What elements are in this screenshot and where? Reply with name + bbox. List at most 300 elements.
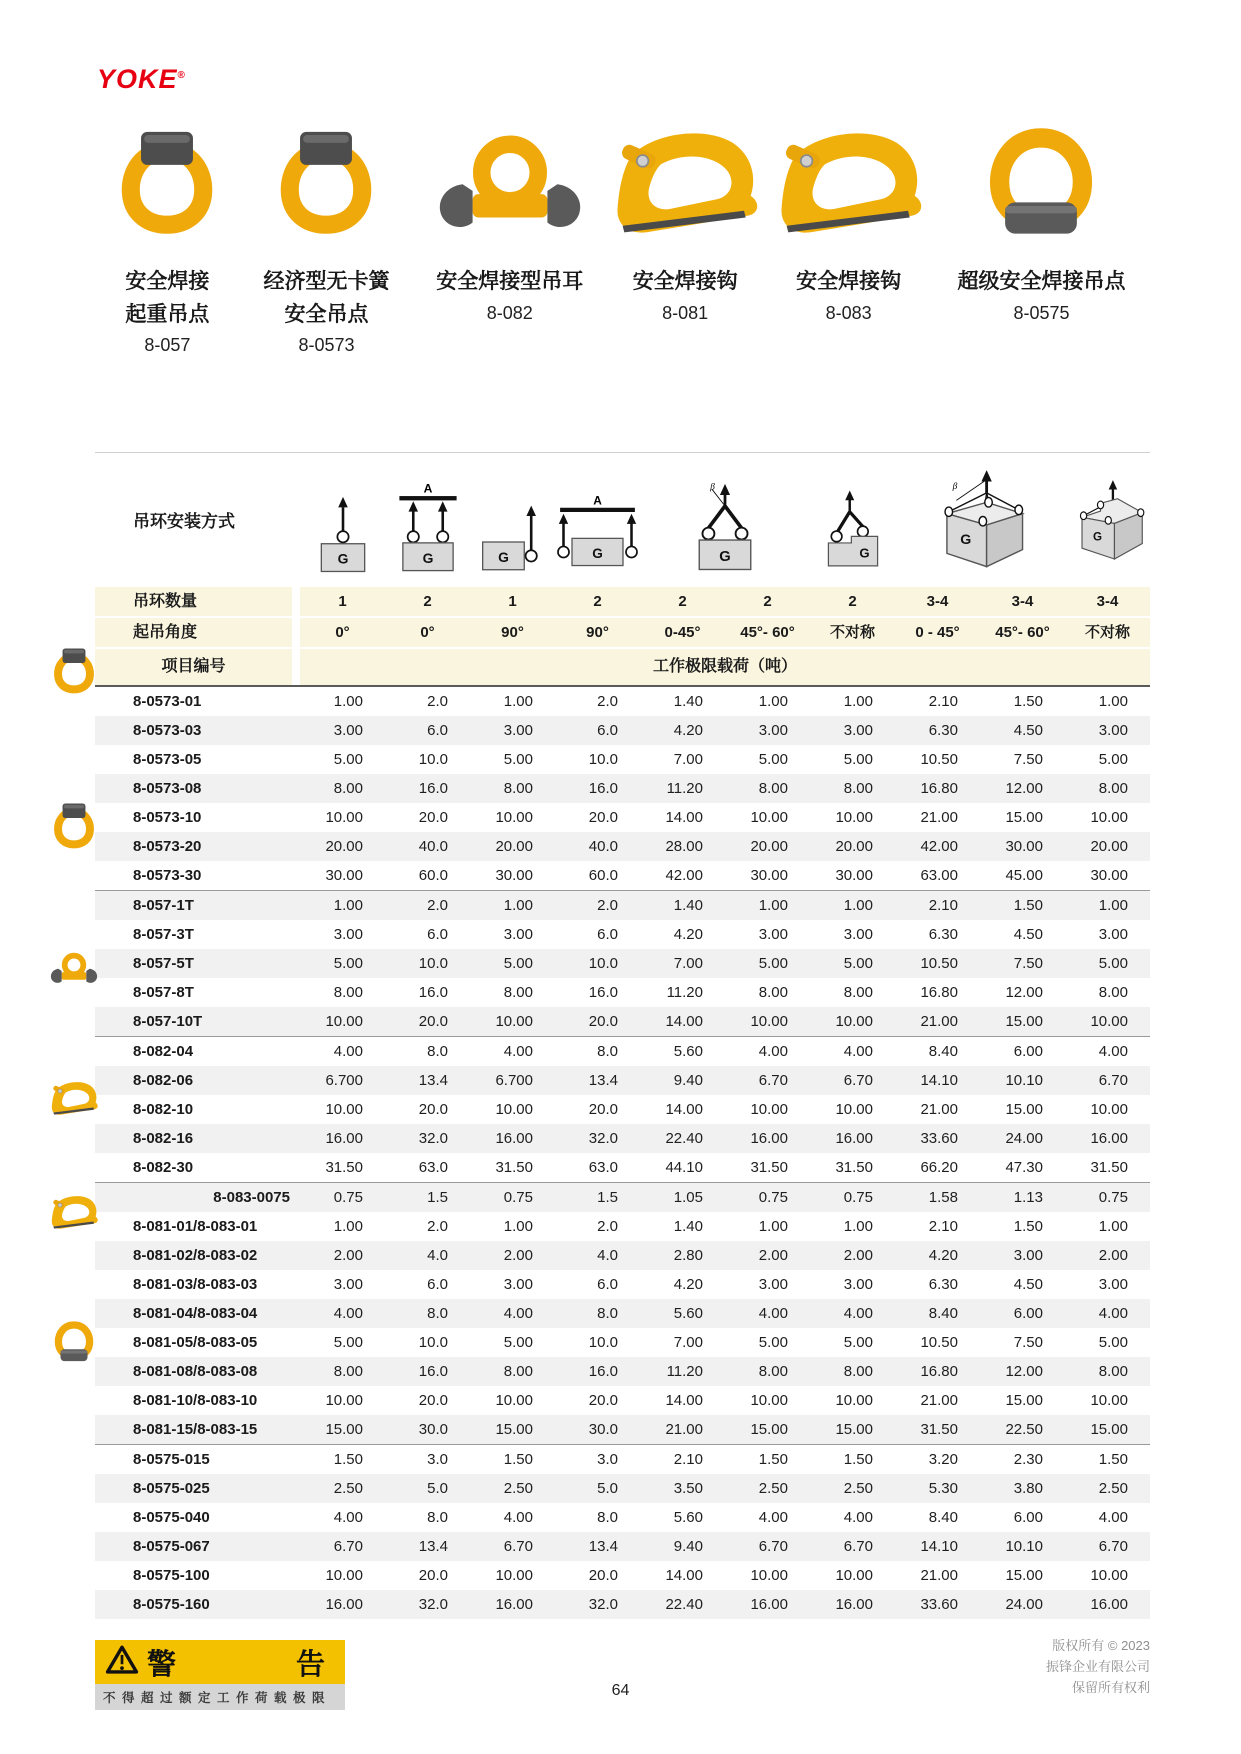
svg-text:β: β (710, 481, 715, 492)
wll-value: 10.10 (1005, 1538, 1043, 1555)
wll-value: 5.30 (928, 1480, 958, 1497)
wll-value: 7.00 (673, 955, 703, 972)
wll-value: 63.0 (588, 1159, 618, 1176)
table-row (95, 1299, 1150, 1328)
item-code: 8-0573-20 (133, 838, 202, 855)
item-code: 8-0575-025 (133, 1480, 210, 1497)
wll-value: 4.0 (597, 1247, 618, 1264)
wll-value: 1.00 (503, 693, 533, 710)
wll-value: 15.00 (1005, 809, 1043, 826)
wll-value: 16.00 (325, 1596, 363, 1613)
wll-value: 6.0 (597, 926, 618, 943)
wll-value: 28.00 (665, 838, 703, 855)
wll-value: 4.20 (673, 722, 703, 739)
wll-value: 5.00 (1098, 955, 1128, 972)
wll-value: 20.0 (418, 1013, 448, 1030)
table-row (95, 949, 1150, 978)
item-code: 8-082-16 (133, 1130, 194, 1147)
wll-value: 9.40 (673, 1072, 703, 1089)
wll-value: 21.00 (920, 1392, 958, 1409)
product-name-line: 安全焊接钩 (632, 270, 738, 293)
wll-value: 4.50 (1013, 722, 1043, 739)
ring-quantity-value: 1 (508, 593, 517, 610)
wll-value: 1.00 (758, 897, 788, 914)
wll-value: 10.00 (1090, 809, 1128, 826)
wll-value: 8.00 (503, 1363, 533, 1380)
wll-value: 10.00 (325, 1567, 363, 1584)
ring-quantity-value: 3-4 (926, 593, 949, 610)
product-code: 8-057 (144, 335, 191, 356)
lift-angle-value: 90° (501, 624, 524, 641)
wll-value: 6.30 (928, 926, 958, 943)
item-code: 8-0573-30 (133, 867, 202, 884)
wll-value: 3.00 (843, 722, 873, 739)
d-ring-thumbnail-image (48, 800, 100, 857)
svg-text:β: β (952, 482, 958, 493)
wll-value: 2.0 (427, 897, 448, 914)
wll-value: 21.00 (920, 1101, 958, 1118)
wll-value: 5.00 (503, 1334, 533, 1351)
table-row (95, 1007, 1150, 1037)
table-row (95, 1153, 1150, 1183)
wll-value: 30.00 (835, 867, 873, 884)
product-card (413, 104, 606, 356)
table-row (95, 1386, 1150, 1415)
ring-quantity-value: 1 (338, 593, 347, 610)
table-row (95, 978, 1150, 1007)
table-row (95, 1474, 1150, 1503)
registered-mark: ® (177, 70, 186, 81)
wll-value: 8.00 (843, 1363, 873, 1380)
lift-angle-value: 45°- 60° (740, 624, 795, 641)
copyright-line: 振锋企业有限公司 (1045, 1658, 1150, 1674)
wll-value: 3.00 (843, 926, 873, 943)
wll-value: 15.00 (1005, 1101, 1043, 1118)
product-code: 8-0573 (298, 335, 355, 356)
wll-value: 8.00 (843, 780, 873, 797)
wll-value: 1.00 (333, 693, 363, 710)
product-name-line: 经济型无卡簧 (263, 270, 390, 293)
copyright-line: 版权所有 © 2023 (1052, 1638, 1150, 1653)
wll-value: 6.0 (597, 722, 618, 739)
wll-value: 31.50 (920, 1421, 958, 1438)
wll-value: 1.40 (673, 1218, 703, 1235)
install-icon-multi-leg-box-sling (895, 453, 1065, 585)
wll-value: 1.50 (333, 1451, 363, 1468)
wll-value: 1.00 (333, 897, 363, 914)
wll-value: 30.0 (418, 1421, 448, 1438)
table-row (95, 1445, 1150, 1474)
wll-value: 8.00 (1098, 780, 1128, 797)
wll-value: 2.00 (1098, 1247, 1128, 1264)
ring-quantity-value: 2 (763, 593, 772, 610)
wll-value: 10.00 (750, 1101, 788, 1118)
table-row (95, 1357, 1150, 1386)
wll-value: 7.00 (673, 751, 703, 768)
brand-logo-text: YOKE (97, 64, 178, 94)
wll-value: 0.75 (503, 1189, 533, 1206)
wll-value: 8.00 (333, 780, 363, 797)
wll-value: 5.00 (503, 955, 533, 972)
product-name (957, 266, 1125, 299)
wll-value: 10.00 (325, 1101, 363, 1118)
wll-value: 31.50 (835, 1159, 873, 1176)
ring-quantity-label: 吊环数量 (133, 593, 198, 610)
table-row (95, 774, 1150, 803)
ring-quantity-value: 2 (848, 593, 857, 610)
wll-value: 12.00 (1005, 780, 1043, 797)
wll-value: 6.70 (333, 1538, 363, 1555)
wll-value: 16.00 (325, 1130, 363, 1147)
wll-value: 3.00 (503, 722, 533, 739)
wll-value: 5.00 (1098, 1334, 1128, 1351)
wll-value: 10.00 (495, 1013, 533, 1030)
wll-value: 4.00 (758, 1509, 788, 1526)
wll-value: 22.40 (665, 1596, 703, 1613)
wll-value: 6.700 (495, 1072, 533, 1089)
item-code: 8-081-04/8-083-04 (133, 1305, 258, 1322)
wll-value: 7.50 (1013, 1334, 1043, 1351)
wll-value: 47.30 (1005, 1159, 1043, 1176)
wll-value: 20.00 (325, 838, 363, 855)
item-code: 8-0575-160 (133, 1596, 210, 1613)
wll-value: 3.00 (1098, 926, 1128, 943)
wll-value: 8.00 (758, 780, 788, 797)
table-row (95, 832, 1150, 861)
warning-subtext: 不得超过额定工作荷载极限 (95, 1684, 345, 1710)
wll-value: 3.00 (333, 926, 363, 943)
item-code: 8-0575-100 (133, 1567, 210, 1584)
product-name-line: 安全焊接钩 (796, 270, 902, 293)
wll-value: 3.20 (928, 1451, 958, 1468)
wll-value: 20.00 (750, 838, 788, 855)
wll-value: 4.50 (1013, 926, 1043, 943)
svg-text:G: G (592, 545, 603, 561)
wll-value: 2.0 (427, 1218, 448, 1235)
lift-angle-label: 起吊角度 (133, 624, 198, 641)
wll-value: 16.0 (418, 780, 448, 797)
wll-header: 工作极限载荷（吨） (652, 658, 797, 675)
table-row (95, 716, 1150, 745)
install-icon-v-sling-asymmetric (810, 453, 895, 585)
wll-value: 22.50 (1005, 1421, 1043, 1438)
wll-value: 10.10 (1005, 1072, 1043, 1089)
wll-value: 30.00 (1005, 838, 1043, 855)
table-row (95, 1183, 1150, 1212)
product-name-line: 超级安全焊接吊点 (957, 270, 1126, 293)
wll-value: 8.0 (597, 1305, 618, 1322)
wll-value: 8.00 (503, 984, 533, 1001)
wll-value: 3.0 (427, 1451, 448, 1468)
wll-value: 5.60 (673, 1043, 703, 1060)
load-limit-table (95, 452, 1150, 1619)
copyright-block (1046, 1636, 1150, 1698)
wll-value: 7.50 (1013, 955, 1043, 972)
ring-quantity-value: 3-4 (1096, 593, 1119, 610)
item-code: 8-0575-040 (133, 1509, 210, 1526)
wll-value: 14.10 (920, 1538, 958, 1555)
wll-value: 4.00 (843, 1043, 873, 1060)
item-code: 8-081-10/8-083-10 (133, 1392, 258, 1409)
wll-value: 10.0 (588, 1334, 618, 1351)
table-row (95, 803, 1150, 832)
wll-value: 5.60 (673, 1305, 703, 1322)
table-row (95, 687, 1150, 716)
wll-value: 3.00 (503, 926, 533, 943)
wll-value: 42.00 (665, 867, 703, 884)
install-icon-v-sling-angle (640, 453, 810, 585)
table-body (95, 687, 1150, 1619)
lift-angle-value: 0° (335, 624, 350, 641)
item-code: 8-081-03/8-083-03 (133, 1276, 258, 1293)
wll-value: 3.00 (333, 722, 363, 739)
wll-value: 10.00 (1090, 1101, 1128, 1118)
wll-value: 12.00 (1005, 1363, 1043, 1380)
item-code: 8-0573-05 (133, 751, 202, 768)
wll-value: 40.0 (588, 838, 618, 855)
wll-value: 15.00 (495, 1421, 533, 1438)
wll-value: 10.00 (325, 809, 363, 826)
wll-value: 8.00 (758, 984, 788, 1001)
wll-value: 15.00 (1090, 1421, 1128, 1438)
wll-value: 4.20 (928, 1247, 958, 1264)
wll-value: 10.00 (750, 1567, 788, 1584)
wll-value: 5.00 (843, 1334, 873, 1351)
wll-value: 15.00 (325, 1421, 363, 1438)
wll-value: 8.00 (758, 1363, 788, 1380)
wll-value: 20.00 (495, 838, 533, 855)
wll-value: 2.50 (758, 1480, 788, 1497)
wll-value: 32.0 (588, 1596, 618, 1613)
wll-value: 32.0 (418, 1130, 448, 1147)
product-name (436, 266, 583, 299)
table-row (95, 1561, 1150, 1590)
wll-value: 8.0 (427, 1305, 448, 1322)
wll-value: 4.00 (843, 1509, 873, 1526)
item-code: 8-082-06 (133, 1072, 194, 1089)
wll-value: 31.50 (750, 1159, 788, 1176)
wll-value: 12.00 (1005, 984, 1043, 1001)
ring-quantity-value: 2 (593, 593, 602, 610)
wll-value: 5.00 (843, 751, 873, 768)
wll-value: 1.00 (758, 1218, 788, 1235)
wll-value: 6.0 (427, 926, 448, 943)
wll-value: 8.00 (333, 984, 363, 1001)
wll-value: 1.00 (843, 1218, 873, 1235)
wll-value: 16.80 (920, 984, 958, 1001)
table-row (95, 1503, 1150, 1532)
wll-value: 6.70 (1098, 1072, 1128, 1089)
item-code: 8-0573-01 (133, 693, 202, 710)
wll-value: 4.50 (1013, 1276, 1043, 1293)
wll-value: 15.00 (1005, 1392, 1043, 1409)
wll-value: 45.00 (1005, 867, 1043, 884)
table-row (95, 1590, 1150, 1619)
wll-value: 2.00 (503, 1247, 533, 1264)
item-code: 8-0573-10 (133, 809, 202, 826)
wll-value: 5.00 (843, 955, 873, 972)
table-row (95, 1037, 1150, 1066)
product-name (263, 266, 389, 331)
brand-logo (97, 64, 186, 95)
wll-value: 3.0 (597, 1451, 618, 1468)
wll-value: 10.50 (920, 1334, 958, 1351)
wll-value: 10.00 (835, 1013, 873, 1030)
svg-text:A: A (423, 481, 432, 496)
wll-value: 15.00 (1005, 1013, 1043, 1030)
wll-value: 14.00 (665, 1567, 703, 1584)
wll-value: 8.0 (597, 1043, 618, 1060)
wll-value: 6.700 (325, 1072, 363, 1089)
wll-value: 6.30 (928, 1276, 958, 1293)
wll-value: 32.0 (418, 1596, 448, 1613)
wll-value: 10.00 (495, 1101, 533, 1118)
wll-value: 10.00 (495, 809, 533, 826)
wll-value: 60.0 (588, 867, 618, 884)
wll-value: 8.00 (1098, 1363, 1128, 1380)
ring-quantity-value: 2 (423, 593, 432, 610)
svg-text:G: G (337, 550, 348, 567)
wll-value: 1.40 (673, 693, 703, 710)
product-name-line: 安全吊点 (284, 302, 369, 326)
wll-value: 14.00 (665, 1392, 703, 1409)
wll-value: 4.00 (503, 1043, 533, 1060)
wll-value: 15.00 (750, 1421, 788, 1438)
wll-value: 3.50 (673, 1480, 703, 1497)
product-card (240, 104, 414, 356)
wll-value: 4.00 (503, 1305, 533, 1322)
wll-value: 8.0 (427, 1043, 448, 1060)
wll-value: 21.00 (920, 1013, 958, 1030)
wll-value: 6.00 (1013, 1043, 1043, 1060)
wll-value: 20.0 (418, 809, 448, 826)
install-method-label: 吊环安装方式 (133, 511, 235, 531)
wll-value: 8.00 (333, 1363, 363, 1380)
wll-value: 2.50 (333, 1480, 363, 1497)
wll-value: 10.00 (835, 1567, 873, 1584)
wll-value: 42.00 (920, 838, 958, 855)
wll-value: 10.00 (750, 1392, 788, 1409)
wll-value: 5.00 (333, 1334, 363, 1351)
wll-value: 8.40 (928, 1043, 958, 1060)
svg-text:G: G (719, 549, 731, 566)
lift-angle-row (95, 616, 1150, 647)
wll-value: 2.10 (928, 1218, 958, 1235)
wll-value: 10.0 (418, 955, 448, 972)
copyright-line: 保留所有权利 (1071, 1679, 1150, 1695)
wll-value: 6.70 (758, 1072, 788, 1089)
product-code: 8-083 (825, 302, 872, 323)
wll-value: 4.00 (503, 1509, 533, 1526)
hook-thumbnail-image (48, 1192, 100, 1238)
hook-thumbnail-image (48, 1078, 100, 1124)
wll-value: 2.80 (673, 1247, 703, 1264)
wll-value: 21.00 (920, 1567, 958, 1584)
product-code: 8-081 (662, 302, 709, 323)
product-name-line: 起重吊点 (125, 302, 210, 326)
wll-value: 2.00 (333, 1247, 363, 1264)
warning-triangle-icon (105, 1644, 139, 1681)
wll-value: 10.0 (418, 1334, 448, 1351)
wll-value: 16.00 (495, 1130, 533, 1147)
lift-angle-value: 0 - 45° (915, 624, 960, 641)
svg-text:G: G (422, 549, 433, 566)
wll-value: 5.00 (758, 751, 788, 768)
item-code: 8-081-05/8-083-05 (133, 1334, 258, 1351)
lug-product-image (431, 104, 589, 262)
item-code: 8-057-5T (133, 955, 194, 972)
product-name-line: 安全焊接 (125, 270, 210, 293)
svg-text:G: G (858, 545, 870, 561)
wll-value: 2.50 (843, 1480, 873, 1497)
wll-value: 1.00 (843, 693, 873, 710)
wll-value: 4.00 (1098, 1305, 1128, 1322)
table-row (95, 1532, 1150, 1561)
item-code: 8-0573-08 (133, 780, 202, 797)
wll-value: 8.40 (928, 1509, 958, 1526)
wll-value: 5.00 (503, 751, 533, 768)
wll-value: 16.00 (835, 1596, 873, 1613)
item-code: 8-057-10T (133, 1013, 203, 1030)
wll-value: 1.5 (427, 1189, 448, 1206)
install-icon-multi-leg-box-asymmetric (1065, 453, 1150, 585)
wll-value: 63.0 (418, 1159, 448, 1176)
item-code: 8-0575-015 (133, 1451, 210, 1468)
item-code: 8-081-01/8-083-01 (133, 1218, 258, 1235)
wll-value: 16.00 (495, 1596, 533, 1613)
table-row (95, 891, 1150, 920)
wll-value: 2.0 (597, 693, 618, 710)
item-code: 8-057-1T (133, 897, 194, 914)
wll-value: 1.05 (673, 1189, 703, 1206)
ring-quantity-value: 2 (678, 593, 687, 610)
wll-value: 30.00 (325, 867, 363, 884)
wll-value: 24.00 (1005, 1130, 1043, 1147)
wll-value: 3.00 (758, 926, 788, 943)
wll-value: 20.0 (418, 1101, 448, 1118)
item-code: 8-081-02/8-083-02 (133, 1247, 258, 1264)
wll-value: 6.0 (597, 1276, 618, 1293)
wll-value: 20.0 (588, 1013, 618, 1030)
wll-value: 1.50 (758, 1451, 788, 1468)
wll-value: 24.00 (1005, 1596, 1043, 1613)
wll-value: 3.80 (1013, 1480, 1043, 1497)
lift-angle-value: 不对称 (1084, 624, 1130, 641)
wll-value: 16.80 (920, 780, 958, 797)
wll-value: 6.70 (503, 1538, 533, 1555)
wll-value: 3.00 (1098, 1276, 1128, 1293)
wll-value: 20.0 (588, 1101, 618, 1118)
wll-value: 32.0 (588, 1130, 618, 1147)
table-row (95, 1415, 1150, 1445)
wll-value: 16.00 (1090, 1130, 1128, 1147)
svg-text:G: G (497, 548, 509, 565)
wll-value: 4.00 (333, 1305, 363, 1322)
wll-value: 2.10 (928, 693, 958, 710)
wll-value: 3.00 (758, 722, 788, 739)
wll-value: 1.00 (503, 897, 533, 914)
product-card (764, 104, 933, 356)
wll-value: 6.30 (928, 722, 958, 739)
item-code: 8-0575-067 (133, 1538, 210, 1555)
wll-value: 1.00 (758, 693, 788, 710)
wll-value: 8.00 (1098, 984, 1128, 1001)
wll-value: 21.00 (920, 809, 958, 826)
wll-value: 4.00 (758, 1305, 788, 1322)
wll-value: 13.4 (418, 1072, 448, 1089)
lift-angle-value: 不对称 (829, 624, 875, 641)
wll-value: 0.75 (843, 1189, 873, 1206)
